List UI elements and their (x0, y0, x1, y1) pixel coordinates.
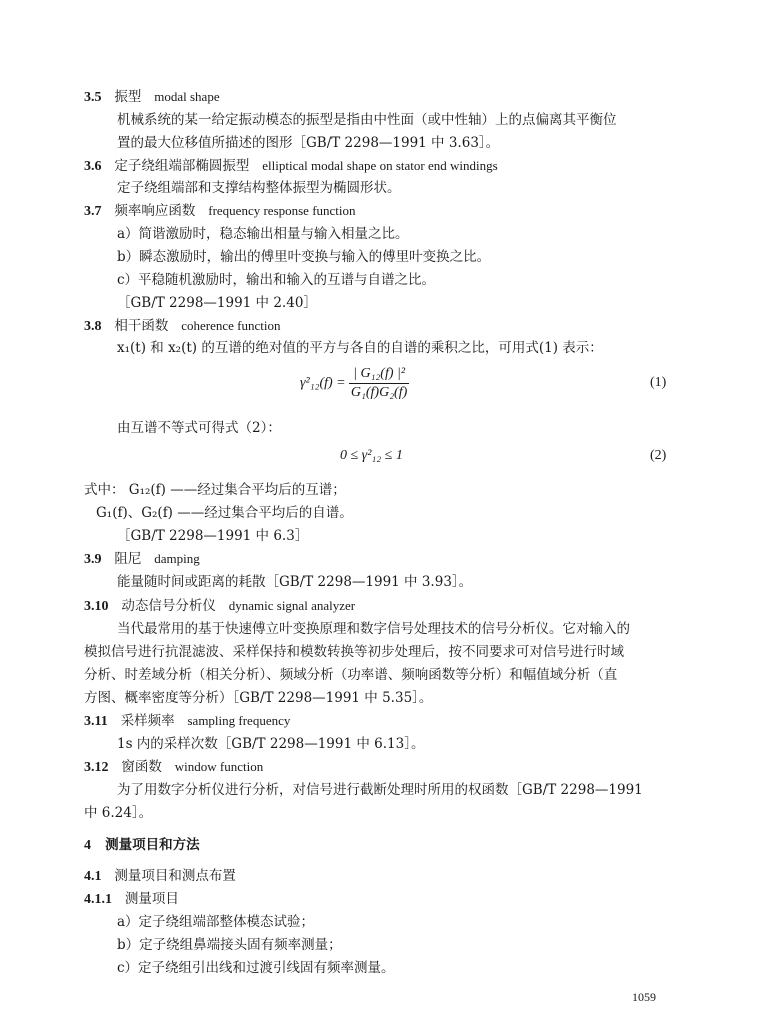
list-item-a: a）定子绕组端部整体模态试验； (117, 914, 315, 930)
section-number: 4 (84, 838, 91, 853)
term-en: damping (154, 551, 200, 566)
equation-2-number: (2) (650, 448, 667, 463)
clause-3-5-line2: 置的最大位移值所描述的图形［GB/T 2298—1991 中 3.63］。 (117, 135, 500, 151)
clause-3-10-line3: 分析、时差域分析（相关分析）、频域分析（功率谱、频响函数等分析）和幅值域分析（直 (84, 667, 618, 683)
clause-number: 3.7 (84, 204, 102, 219)
clause-3-12-heading (84, 758, 263, 777)
equation-2: 0 ≤ γ²₁₂ ≤ 1 (340, 448, 403, 463)
page-number: 1059 (632, 990, 656, 1004)
where-line-2 (96, 504, 353, 522)
section-title: 测量项目 (124, 891, 179, 907)
reference: ［GB/T 2298—1991 中 2.40］ (117, 295, 317, 311)
clause-3-10-heading (84, 597, 355, 616)
clause-3-12-line2: 中 6.24］。 (84, 805, 153, 821)
term-cn: 定子绕组端部椭圆振型 (114, 158, 250, 174)
term-cn: 阻尼 (114, 551, 142, 567)
clause-number: 3.6 (84, 159, 102, 174)
term-cn: 采样频率 (120, 713, 175, 729)
clause-3-10-line4: 方图、概率密度等分析）［GB/T 2298—1991 中 5.35］。 (84, 690, 433, 706)
section-4-1-heading (84, 867, 236, 886)
reference: ［GB/T 2298—1991 中 6.3］ (117, 528, 309, 544)
symbol-definition: ——经过集合平均后的互谱； (170, 482, 346, 498)
equation-fraction (349, 366, 409, 401)
clause-3-5-line1: 机械系统的某一给定振动模态的振型是指由中性面（或中性轴）上的点偏离其平衡位 (117, 112, 617, 128)
fraction-denominator: G₁(f)G₂(f) (350, 385, 408, 400)
list-item-b: b）瞬态激励时，输出的傅里叶变换与输入的傅里叶变换之比。 (117, 249, 491, 265)
term-cn: 窗函数 (121, 759, 162, 775)
term-en: frequency response function (208, 203, 356, 218)
fraction-numerator: | G₁₂(f) |² (349, 366, 409, 384)
list-item-a: a）简谐激励时，稳态输出相量与输入相量之比。 (117, 226, 409, 242)
clause-3-9-line1: 能量随时间或距离的耗散［GB/T 2298—1991 中 3.93］。 (117, 574, 473, 590)
section-title: 测量项目和测点布置 (114, 868, 236, 884)
clause-number: 3.5 (84, 90, 102, 105)
term-cn: 相干函数 (114, 318, 169, 334)
clause-3-12-line1: 为了用数字分析仪进行分析，对信号进行截断处理时所用的权函数［GB/T 2298—1991 (117, 782, 643, 798)
clause-3-5-heading (84, 88, 220, 107)
term-en: sampling frequency (187, 713, 291, 728)
clause-3-8-line1: x₁(t) 和 x₂(t) 的互谱的绝对值的平方与各自的自谱的乘积之比，可用式(1) 表示： (117, 340, 603, 356)
term-en: modal shape (154, 89, 220, 104)
clause-3-11-heading (84, 712, 290, 731)
where-line-1 (84, 481, 346, 499)
symbol: G₁(f)、G₂(f) (96, 505, 173, 521)
symbol-definition: ——经过集合平均后的自谱。 (177, 505, 353, 521)
term-en: elliptical modal shape on stator end windings (262, 158, 498, 173)
clause-3-7-heading (84, 202, 356, 221)
equation-1-number: (1) (650, 375, 667, 390)
clause-number: 3.12 (84, 760, 109, 775)
equation-1 (300, 366, 409, 401)
section-4-1-1-heading (84, 890, 179, 909)
clause-number: 3.11 (84, 714, 108, 729)
clause-3-10-line1: 当代最常用的基于快速傅立叶变换原理和数字信号处理技术的信号分析仪。它对输入的 (117, 621, 630, 637)
section-number: 4.1.1 (84, 892, 112, 907)
list-item-c: c）平稳随机激励时，输出和输入的互谱与自谱之比。 (117, 272, 436, 288)
equation-lhs: γ²₁₂(f) = (300, 375, 346, 391)
clause-3-6-line1: 定子绕组端部和支撑结构整体振型为椭圆形状。 (117, 180, 401, 196)
clause-number: 3.10 (84, 599, 109, 614)
clause-3-11-line1: 1s 内的采样次数［GB/T 2298—1991 中 6.13］。 (117, 736, 425, 752)
term-cn: 动态信号分析仪 (121, 598, 216, 614)
clause-number: 3.8 (84, 319, 102, 334)
term-en: window function (174, 759, 264, 774)
term-cn: 频率响应函数 (114, 203, 196, 219)
clause-3-9-heading (84, 550, 200, 569)
term-cn: 振型 (114, 89, 142, 105)
symbol: 式中： G₁₂(f) (84, 482, 166, 498)
clause-number: 3.9 (84, 552, 102, 567)
section-4-heading (84, 836, 200, 855)
list-item-b: b）定子绕组鼻端接头固有频率测量； (117, 937, 342, 953)
list-item-c: c）定子绕组引出线和过渡引线固有频率测量。 (117, 960, 395, 976)
clause-3-6-heading (84, 157, 498, 176)
section-title: 测量项目和方法 (105, 837, 200, 853)
term-en: coherence function (181, 318, 281, 333)
clause-3-8-line2: 由互谱不等式可得式（2）： (117, 420, 281, 436)
section-number: 4.1 (84, 869, 102, 884)
term-en: dynamic signal analyzer (228, 598, 356, 613)
clause-3-10-line2: 模拟信号进行抗混滤波、采样保持和模数转换等初步处理后，按不同要求可对信号进行时域 (84, 644, 624, 660)
clause-3-8-heading (84, 317, 281, 336)
